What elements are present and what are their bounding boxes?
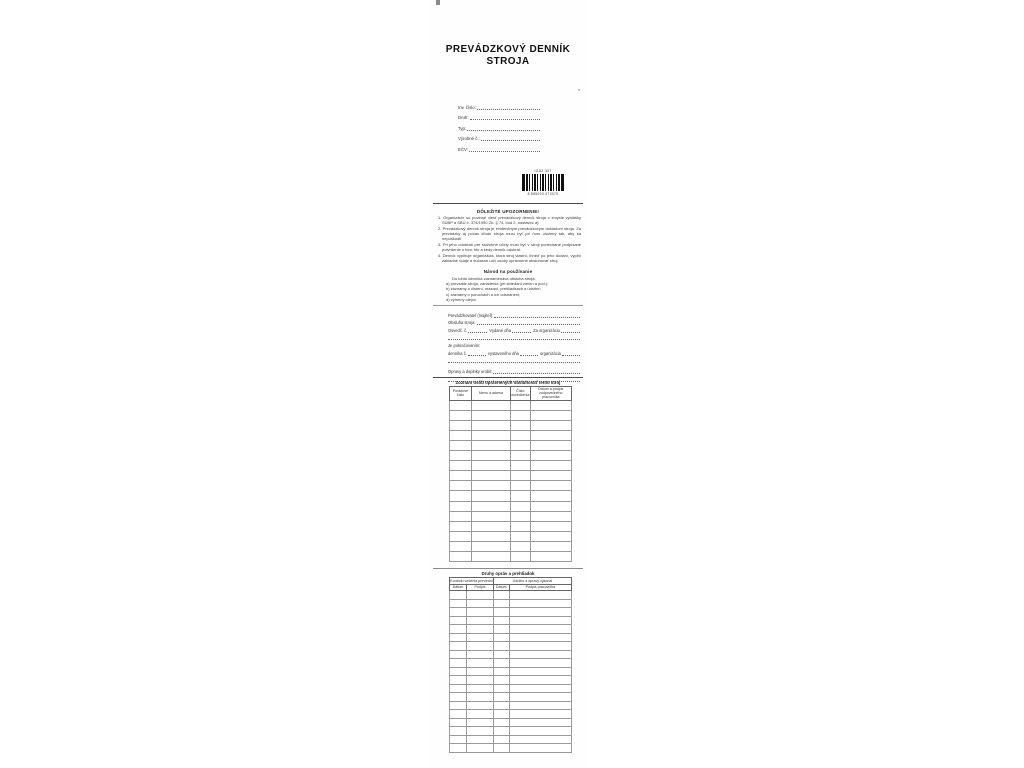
dotted-fill-line: [448, 358, 580, 363]
empty-cell: [450, 511, 472, 521]
table-row: [450, 599, 572, 608]
empty-cell: [471, 521, 510, 531]
table-row: [450, 541, 572, 551]
empty-cell: [450, 531, 472, 541]
empty-cell: [467, 744, 494, 753]
empty-cell: [509, 599, 571, 608]
field-label: Výrobné č.:: [458, 136, 480, 141]
notice-list: [438, 216, 581, 266]
empty-cell: [450, 481, 472, 491]
field-serial-number: [458, 131, 540, 142]
empty-cell: [450, 616, 467, 625]
notice-item-3: 3. Pri jeho odobratí pre služobné účely musí byť v stroji ponechané podpísané potvrdenie o tom, kto a kedy denník odobral.: [438, 242, 581, 252]
empty-cell: [530, 461, 572, 471]
empty-cell: [450, 744, 467, 753]
dotted-fill-line: [561, 328, 580, 333]
dotted-fill-line: [520, 351, 538, 356]
empty-cell: [467, 676, 494, 685]
empty-cell: [510, 491, 530, 501]
empty-cell: [510, 531, 530, 541]
empty-cell: [471, 440, 510, 450]
table-row: [450, 701, 572, 710]
dotted-fill-line: [493, 369, 580, 374]
empty-cell: [510, 451, 530, 461]
field-kind: [458, 110, 540, 121]
empty-cell: [450, 552, 472, 562]
table-row: [450, 693, 572, 702]
field-label: vystaveného dňa: [487, 350, 519, 356]
inspections-table-group-row: [450, 578, 572, 585]
empty-cell: [509, 676, 571, 685]
instructions-item-a: a) prevzatie stroja, zariadenia (pri striedaní zmien a pod.);: [446, 281, 549, 286]
barcode-icon: [522, 174, 564, 191]
empty-cell: [471, 400, 510, 410]
column-header: Podpis pracovníka: [509, 584, 571, 591]
table-row: [450, 650, 572, 659]
empty-cell: [471, 410, 510, 420]
section-divider: [433, 203, 583, 204]
empty-cell: [510, 501, 530, 511]
empty-cell: [530, 481, 572, 491]
empty-cell: [467, 684, 494, 693]
field-label: EČV:: [458, 146, 468, 152]
empty-cell: [467, 616, 494, 625]
section-divider: [433, 377, 583, 378]
empty-cell: [450, 410, 472, 420]
empty-cell: [471, 552, 510, 562]
empty-cell: [530, 451, 572, 461]
dotted-fill-line: [467, 126, 540, 131]
empty-cell: [509, 693, 571, 702]
empty-cell: [450, 735, 467, 744]
empty-cell: [450, 599, 467, 608]
empty-cell: [509, 608, 571, 617]
empty-cell: [450, 684, 467, 693]
empty-cell: [450, 676, 467, 685]
table-row: [450, 471, 572, 481]
instructions-item-c: c) záznamy o poruchách a ich odstránení;: [446, 291, 521, 297]
table-row: [450, 430, 572, 440]
empty-cell: [493, 693, 509, 702]
owner-block: [448, 310, 580, 382]
column-header: Číslo osvedčenia: [510, 387, 530, 401]
empty-cell: [509, 701, 571, 710]
table-row: [450, 410, 572, 420]
table-row: [450, 481, 572, 491]
notice-item-4: 4. Denník vyplňuje organizácia, ktorá stroj vlastní, ihneď po jeho dodaní, vyplní základné údaje a súčasne určí osoby oprávnené obsluhovať stroj.: [438, 253, 581, 264]
table-row: [450, 710, 572, 719]
table-row: [450, 400, 572, 410]
dotted-fill-line: [470, 115, 540, 120]
empty-cell: [493, 642, 509, 651]
empty-cell: [493, 710, 509, 719]
empty-cell: [450, 727, 467, 736]
section-divider: [433, 305, 583, 306]
field-attendant: [448, 318, 580, 326]
table-row: [450, 608, 572, 617]
notice-item-2: 2. Prevádzkový denník stroja je evidenčným prevádzkovým dokladom stroja. Za prevádzky aj počas kľudu stroja musí byť pri ňom uložený tak, aby sa nepoškodil.: [438, 226, 581, 241]
table-row: [450, 420, 572, 430]
empty-cell: [493, 616, 509, 625]
table-row: [450, 744, 572, 753]
table-row: [450, 735, 572, 744]
inspections-table-title: Druhy opráv a prehliadok: [481, 570, 535, 576]
empty-cell: [530, 471, 572, 481]
empty-cell: [471, 541, 510, 551]
table-row: [450, 552, 572, 562]
table-row: [450, 667, 572, 676]
column-header: Dátum a podpis zodpovedného pracovníka: [530, 387, 572, 401]
empty-cell: [493, 633, 509, 642]
empty-cell: [509, 650, 571, 659]
empty-cell: [530, 430, 572, 440]
empty-cell: [510, 521, 530, 531]
empty-cell: [493, 608, 509, 617]
empty-cell: [510, 430, 530, 440]
table-row: [450, 718, 572, 727]
empty-cell: [450, 491, 472, 501]
field-label: Inv. číslo:: [458, 104, 476, 110]
empty-cell: [467, 608, 494, 617]
dotted-fill-line: [468, 328, 487, 333]
empty-cell: [467, 693, 494, 702]
group-header: Údržbu a opravy vykonal: [493, 578, 571, 585]
empty-cell: [509, 625, 571, 634]
empty-cell: [450, 633, 467, 642]
table-row: [450, 451, 572, 461]
empty-cell: [509, 667, 571, 676]
empty-cell: [530, 531, 572, 541]
field-label: Obsluha stroja:: [448, 320, 476, 326]
empty-cell: [509, 659, 571, 668]
empty-cell: [471, 430, 510, 440]
empty-cell: [467, 642, 494, 651]
inspections-table: [449, 577, 572, 753]
column-header: Meno a adresa: [471, 387, 510, 401]
table-row: [450, 616, 572, 625]
empty-cell: [493, 701, 509, 710]
empty-cell: [450, 521, 472, 531]
table-row: [450, 440, 572, 450]
empty-cell: [450, 430, 472, 440]
empty-cell: [467, 701, 494, 710]
empty-cell: [510, 410, 530, 420]
empty-cell: [530, 501, 572, 511]
operators-table-title: Zoznam osôb oprávnených obsluhovať tento stroj: [455, 379, 561, 385]
instructions-heading: Návod na používanie: [483, 269, 533, 274]
empty-cell: [471, 420, 510, 430]
field-label: Typ:: [458, 125, 467, 131]
empty-cell: [509, 735, 571, 744]
empty-cell: [450, 541, 472, 551]
empty-cell: [450, 701, 467, 710]
page-title-line1: PREVÁDZKOVÝ DENNÍK: [445, 44, 571, 55]
empty-cell: [509, 718, 571, 727]
field-label: Opravy a doplnky urobil:: [448, 369, 493, 375]
empty-cell: [530, 521, 572, 531]
empty-cell: [493, 676, 509, 685]
barcode-block: [522, 169, 564, 196]
empty-cell: [450, 591, 467, 600]
table-row: [450, 642, 572, 651]
empty-cell: [467, 667, 494, 676]
table-row: [450, 625, 572, 634]
empty-cell: [510, 471, 530, 481]
empty-cell: [450, 461, 472, 471]
dotted-fill-line: [448, 335, 580, 340]
field-label: Osvedč. č.: [448, 327, 468, 333]
empty-cell: [509, 710, 571, 719]
column-header: Dátum: [493, 584, 509, 591]
empty-cell: [467, 599, 494, 608]
empty-cell: [450, 451, 472, 461]
logbook-fill-line: [448, 356, 580, 364]
empty-cell: [450, 608, 467, 617]
table-row: [450, 684, 572, 693]
operators-table: [449, 386, 572, 562]
empty-cell: [467, 650, 494, 659]
section-divider: [433, 568, 583, 569]
dotted-fill-line: [477, 105, 540, 110]
empty-cell: [509, 591, 571, 600]
group-header: Kontrolu vedenia previedol: [450, 578, 493, 583]
page-title-line2: STROJA: [486, 56, 530, 67]
empty-cell: [530, 511, 572, 521]
empty-cell: [471, 531, 510, 541]
field-label: Za organizáciu: [533, 327, 560, 333]
empty-cell: [530, 440, 572, 450]
empty-cell: [509, 684, 571, 693]
continuation-fill-line: [448, 333, 580, 341]
table-row: [450, 511, 572, 521]
empty-cell: [450, 471, 472, 481]
empty-cell: [509, 633, 571, 642]
empty-cell: [493, 727, 509, 736]
empty-cell: [510, 420, 530, 430]
empty-cell: [467, 710, 494, 719]
field-certificate-row: [448, 325, 580, 333]
empty-cell: [493, 744, 509, 753]
empty-cell: [493, 718, 509, 727]
field-inventory-number: [458, 99, 540, 110]
empty-cell: [450, 400, 472, 410]
scan-artifact-speck: [436, 0, 440, 5]
table-row: [450, 676, 572, 685]
empty-cell: [493, 735, 509, 744]
empty-cell: [471, 511, 510, 521]
empty-cell: [530, 552, 572, 562]
empty-cell: [509, 727, 571, 736]
dotted-fill-line: [494, 313, 580, 318]
table-row: [450, 591, 572, 600]
empty-cell: [471, 461, 510, 471]
dotted-fill-line: [477, 320, 580, 325]
empty-cell: [450, 710, 467, 719]
field-label: Vydané dňa: [489, 327, 512, 333]
empty-cell: [530, 420, 572, 430]
empty-cell: [530, 400, 572, 410]
empty-cell: [530, 410, 572, 420]
field-label: Druh:: [458, 115, 469, 120]
empty-cell: [493, 591, 509, 600]
table-row: [450, 659, 572, 668]
empty-cell: [493, 659, 509, 668]
dotted-fill-line: [562, 351, 580, 356]
barcode-digits: 8 585003 073075: [527, 191, 559, 196]
dotted-fill-line: [481, 136, 540, 141]
field-repairs: [448, 367, 580, 375]
empty-cell: [450, 501, 472, 511]
empty-cell: [450, 667, 467, 676]
empty-cell: [467, 591, 494, 600]
dotted-fill-line: [468, 351, 486, 356]
field-label: organizácia: [540, 350, 561, 356]
empty-cell: [510, 511, 530, 521]
empty-cell: [450, 659, 467, 668]
empty-cell: [509, 744, 571, 753]
empty-cell: [471, 491, 510, 501]
empty-cell: [493, 650, 509, 659]
table-row: [450, 461, 572, 471]
empty-cell: [509, 616, 571, 625]
empty-cell: [471, 481, 510, 491]
table-row: [450, 491, 572, 501]
empty-cell: [493, 625, 509, 634]
instructions-item-d: d) výmeny olejov.: [446, 297, 477, 303]
field-registration-number: [458, 141, 540, 152]
empty-cell: [467, 633, 494, 642]
dotted-fill-line: [469, 147, 540, 152]
empty-cell: [530, 491, 572, 501]
empty-cell: [510, 440, 530, 450]
id-fields-block: [458, 99, 540, 152]
continuation-heading: Je pokračovaním:: [448, 342, 481, 348]
empty-cell: [471, 471, 510, 481]
notice-heading: DÔLEŽITÉ UPOZORNENIE!: [476, 209, 540, 214]
empty-cell: [450, 420, 472, 430]
empty-cell: [509, 642, 571, 651]
page-title: [430, 44, 586, 68]
empty-cell: [493, 684, 509, 693]
inspections-table-header-row: [450, 584, 572, 591]
empty-cell: [467, 625, 494, 634]
field-label: denníka č.: [448, 350, 467, 356]
empty-cell: [510, 552, 530, 562]
column-header: Dátum: [450, 584, 467, 591]
table-row: [450, 531, 572, 541]
notice-item-1: 1. Organizácie sú povinné viesť prevádzkový denník stroja v zmysle vyhlášky SÚBP a SBÚ č. 374/1990 Zb. § 74, bod 2, odstavec a).: [438, 215, 581, 225]
empty-cell: [510, 461, 530, 471]
dotted-fill-line: [512, 328, 531, 333]
empty-cell: [467, 735, 494, 744]
table-row: [450, 633, 572, 642]
column-header: Poradové číslo: [450, 387, 472, 401]
scanned-document-page: [430, 0, 586, 768]
empty-cell: [493, 599, 509, 608]
instructions-item-b: b) záznamy o čistení, mazaní, prehliadkach a údržbe;: [446, 286, 541, 292]
empty-cell: [450, 650, 467, 659]
scan-artifact-dot: [578, 89, 580, 91]
empty-cell: [510, 400, 530, 410]
empty-cell: [493, 667, 509, 676]
empty-cell: [530, 541, 572, 551]
empty-cell: [467, 659, 494, 668]
instructions-intro: Do tohto denníka zaznamenáva obsluha stroja:: [452, 276, 536, 281]
barcode-label: IGAZ 307: [534, 169, 552, 173]
table-row: [450, 727, 572, 736]
empty-cell: [450, 693, 467, 702]
table-row: [450, 501, 572, 511]
field-label: Prevádzkovateľ (majiteľ):: [448, 312, 494, 318]
empty-cell: [467, 727, 494, 736]
empty-cell: [450, 642, 467, 651]
empty-cell: [510, 481, 530, 491]
empty-cell: [467, 718, 494, 727]
empty-cell: [450, 440, 472, 450]
empty-cell: [471, 451, 510, 461]
field-logbook-row: [448, 348, 580, 356]
operators-table-header-row: [450, 387, 572, 401]
column-header: Podpis: [467, 584, 494, 591]
field-operator: [448, 310, 580, 318]
instructions-block: [446, 276, 580, 303]
table-row: [450, 521, 572, 531]
empty-cell: [471, 501, 510, 511]
empty-cell: [510, 541, 530, 551]
empty-cell: [450, 718, 467, 727]
empty-cell: [450, 625, 467, 634]
field-type: [458, 120, 540, 131]
